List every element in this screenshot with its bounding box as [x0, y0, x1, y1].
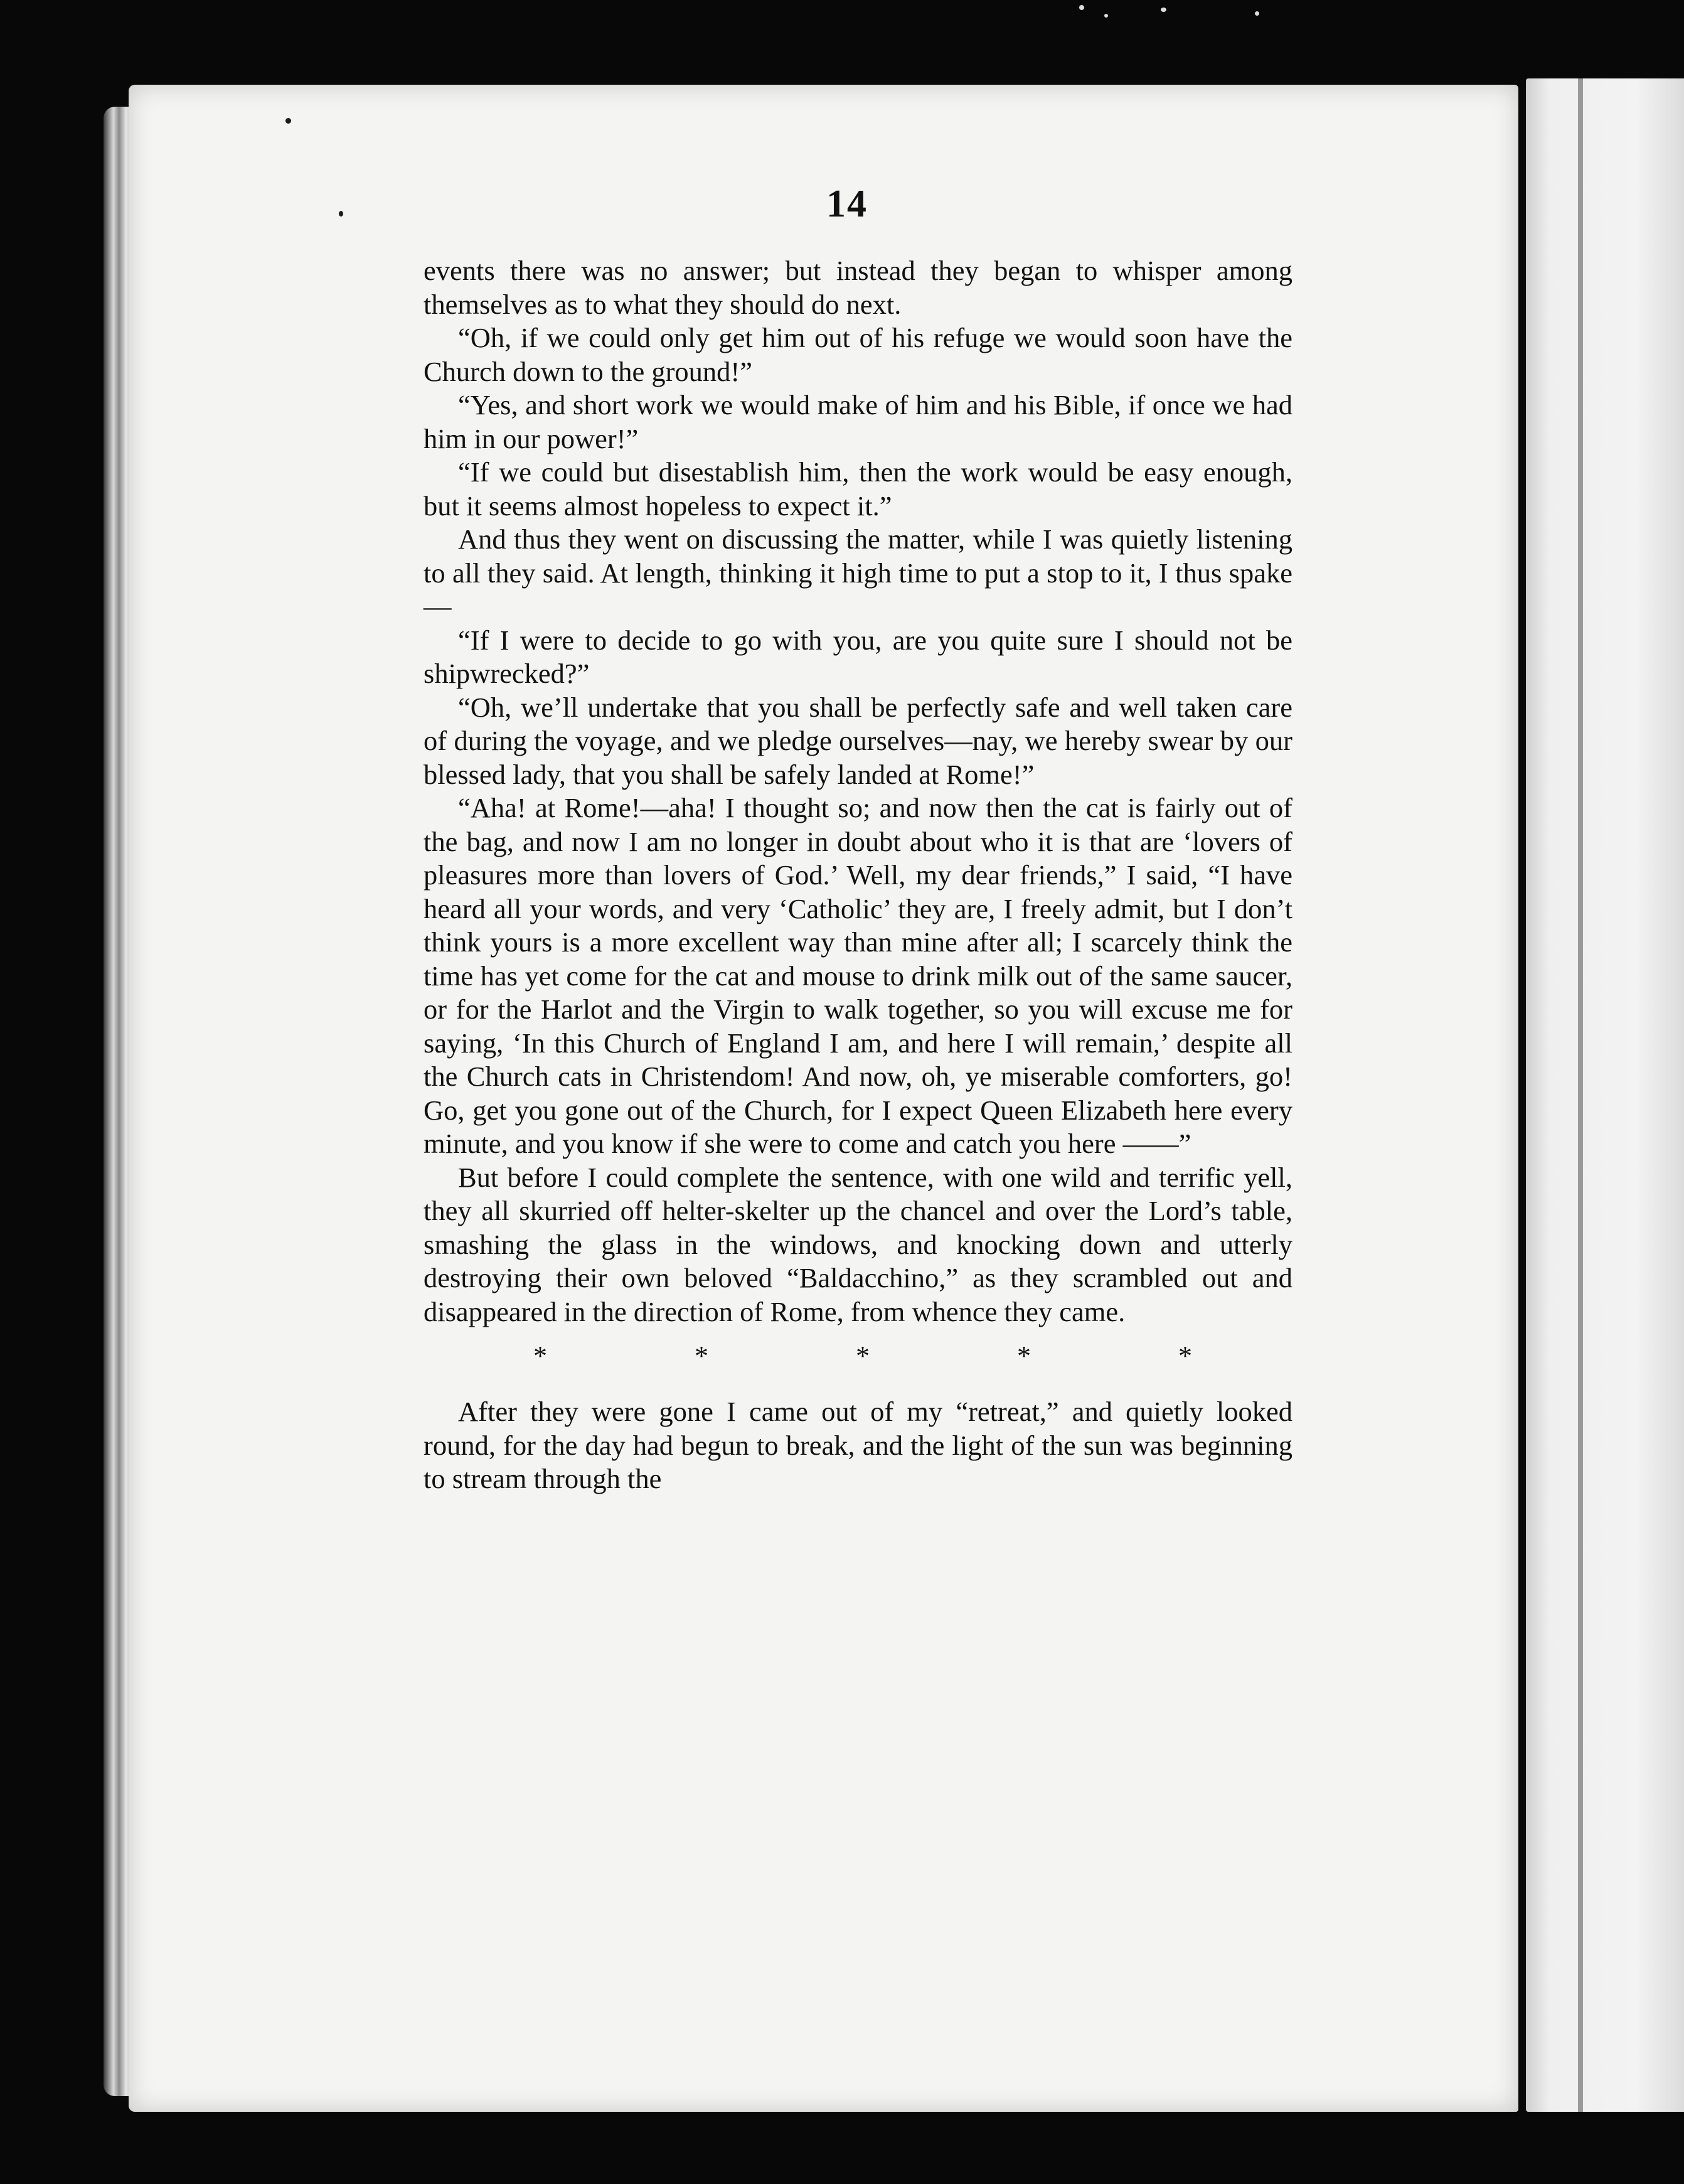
- section-separator: [533, 1342, 1192, 1370]
- book-page-edge-left: [104, 107, 132, 2096]
- separator-star: *: [1017, 1341, 1031, 1371]
- separator-star: *: [533, 1341, 547, 1371]
- paragraph: “If we could but disestablish him, then the work would be easy enough, but it seems almost hopeless to expect it.”: [424, 456, 1292, 522]
- dust-speck: [1161, 8, 1166, 12]
- paragraph: events there was no answer; but instead they began to whisper among themselves as to what they should do next.: [424, 255, 1292, 320]
- ink-speck: [339, 211, 343, 217]
- dust-speck: [1255, 11, 1259, 16]
- separator-star: *: [856, 1341, 870, 1371]
- separator-star: *: [695, 1341, 708, 1371]
- paragraph: But before I could complete the sentence, with one wild and terrific yell, they all skurried off helter-skelter up the chancel and over the Lord’s table, smashing the glass in the windows, and knocking down and utterly destroying their own beloved “Baldacchino,” as they scrambled out and disappeared in the direction of Rome, from whence they came.: [424, 1161, 1292, 1327]
- paragraph: “If I were to decide to go with you, are you quite sure I should not be shipwrecked?”: [424, 624, 1292, 689]
- paragraph: “Oh, we’ll undertake that you shall be perfectly safe and well taken care of during the voyage, and we pledge ourselves—nay, we hereby swear by our blessed lady, that you shall be safely landed at Rome!”: [424, 691, 1292, 790]
- separator-star: *: [1178, 1341, 1192, 1371]
- page-number: 14: [826, 183, 868, 225]
- paragraph: “Oh, if we could only get him out of his refuge we would soon have the Church down to the ground!”: [424, 322, 1292, 387]
- ink-speck: [285, 118, 291, 124]
- facing-page-gutter: [1578, 78, 1583, 2112]
- paragraph: And thus they went on discussing the matter, while I was quietly listening to all they said. At length, thinking it high time to put a stop to it, I thus spake—: [424, 523, 1292, 622]
- dust-speck: [1104, 14, 1108, 18]
- dust-speck: [1079, 5, 1084, 10]
- paragraph: After they were gone I came out of my “retreat,” and quietly looked round, for the day had begun to break, and the light of the sun was beginning to stream through the: [424, 1396, 1292, 1494]
- page-body: [424, 254, 1292, 1496]
- paragraph: “Aha! at Rome!—aha! I thought so; and now then the cat is fairly out of the bag, and now I am no longer in doubt about who it is that are ‘lovers of pleasures more than lovers of God.’ Well, my dear friends,” I said, “I have heard all your words, and very ‘Catholic’ they are, I freely admit, but I don’t think yours is a more excellent way than mine after all; I scarcely think the time has yet come for the cat and mouse to drink milk out of the same saucer, or for the Harlot and the Virgin to walk together, so you will excuse me for saying, ‘In this Church of England I am, and here I will remain,’ despite all the Church cats in Christendom! And now, oh, ye miserable comforters, go! Go, get you gone out of the Church, for I expect Queen Elizabeth here every minute, and you know if she were to come and catch you here ——”: [424, 792, 1292, 1159]
- paragraph: “Yes, and short work we would make of him and his Bible, if once we had him in our power!”: [424, 389, 1292, 454]
- facing-page-edge: [1526, 78, 1684, 2112]
